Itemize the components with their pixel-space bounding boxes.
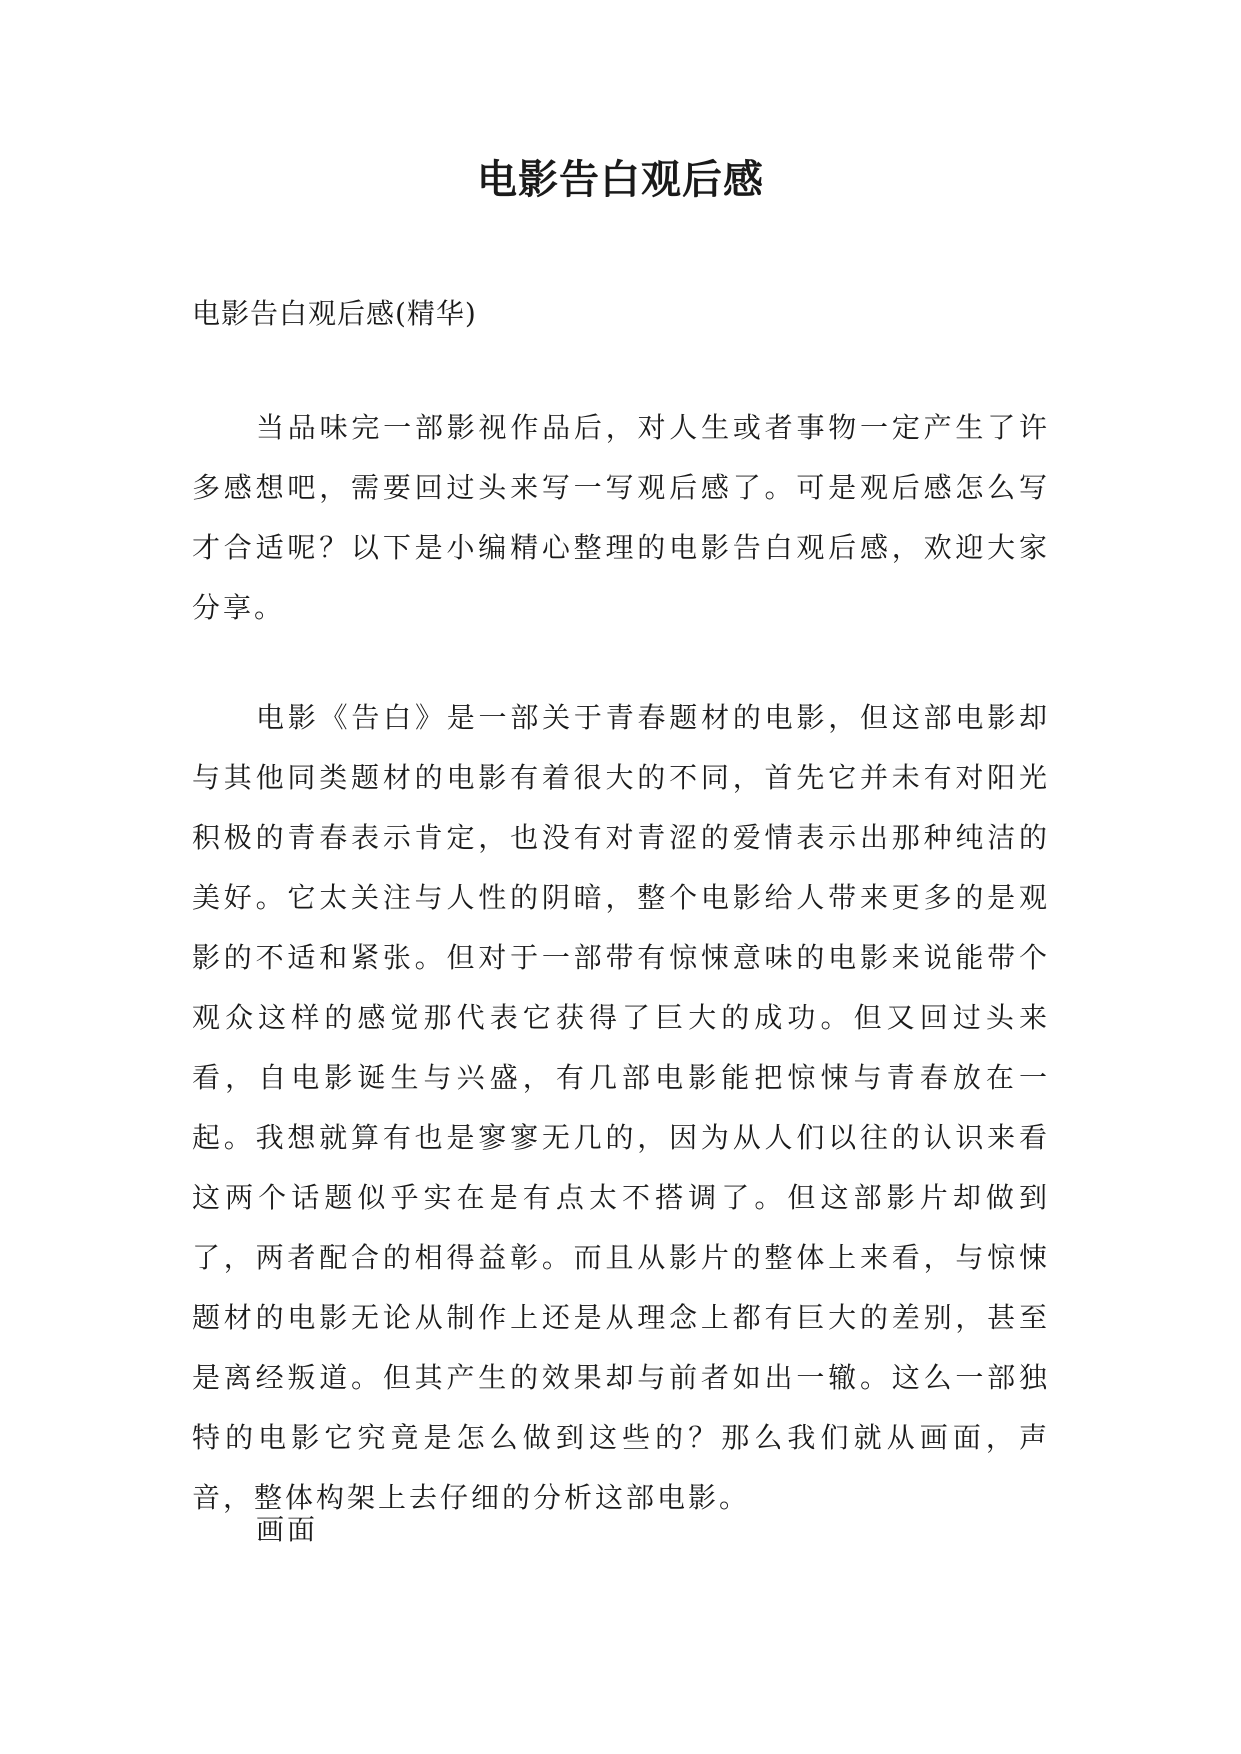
page-title: 电影告白观后感 bbox=[477, 156, 764, 203]
section-heading: 画面 bbox=[256, 1513, 319, 1546]
document-subtitle: 电影告白观后感(精华) bbox=[192, 297, 477, 330]
intro-paragraph: 当品味完一部影视作品后，对人生或者事物一定产生了许多感想吧，需要回过头来写一写观后感了。可是观后感怎么写才合适呢？以下是小编精心整理的电影告白观后感，欢迎大家分享。 bbox=[192, 411, 1050, 624]
body-paragraph: 电影《告白》是一部关于青春题材的电影，但这部电影却与其他同类题材的电影有着很大的不同，首先它并未有对阳光积极的青春表示肯定，也没有对青涩的爱情表示出那种纯洁的美好。它太关注与人性的阴暗，整个电影给人带来更多的是观影的不适和紧张。但对于一部带有惊悚意味的电影来说能带个观众这样的感觉那代表它获得了巨大的成功。但又回过头来看，自电影诞生与兴盛，有几部电影能把惊悚与青春放在一起。我想就算有也是寥寥无几的，因为从人们以往的认识来看这两个话题似乎实在是有点太不搭调了。但这部影片却做到了，两者配合的相得益彰。而且从影片的整体上来看，与惊悚题材的电影无论从制作上还是从理念上都有巨大的差别，甚至是离经叛道。但其产生的效果却与前者如出一辙。这么一部独特的电影它究竟是怎么做到这些的？那么我们就从画面，声音，整体构架上去仔细的分析这部电影。 bbox=[192, 701, 1050, 1514]
